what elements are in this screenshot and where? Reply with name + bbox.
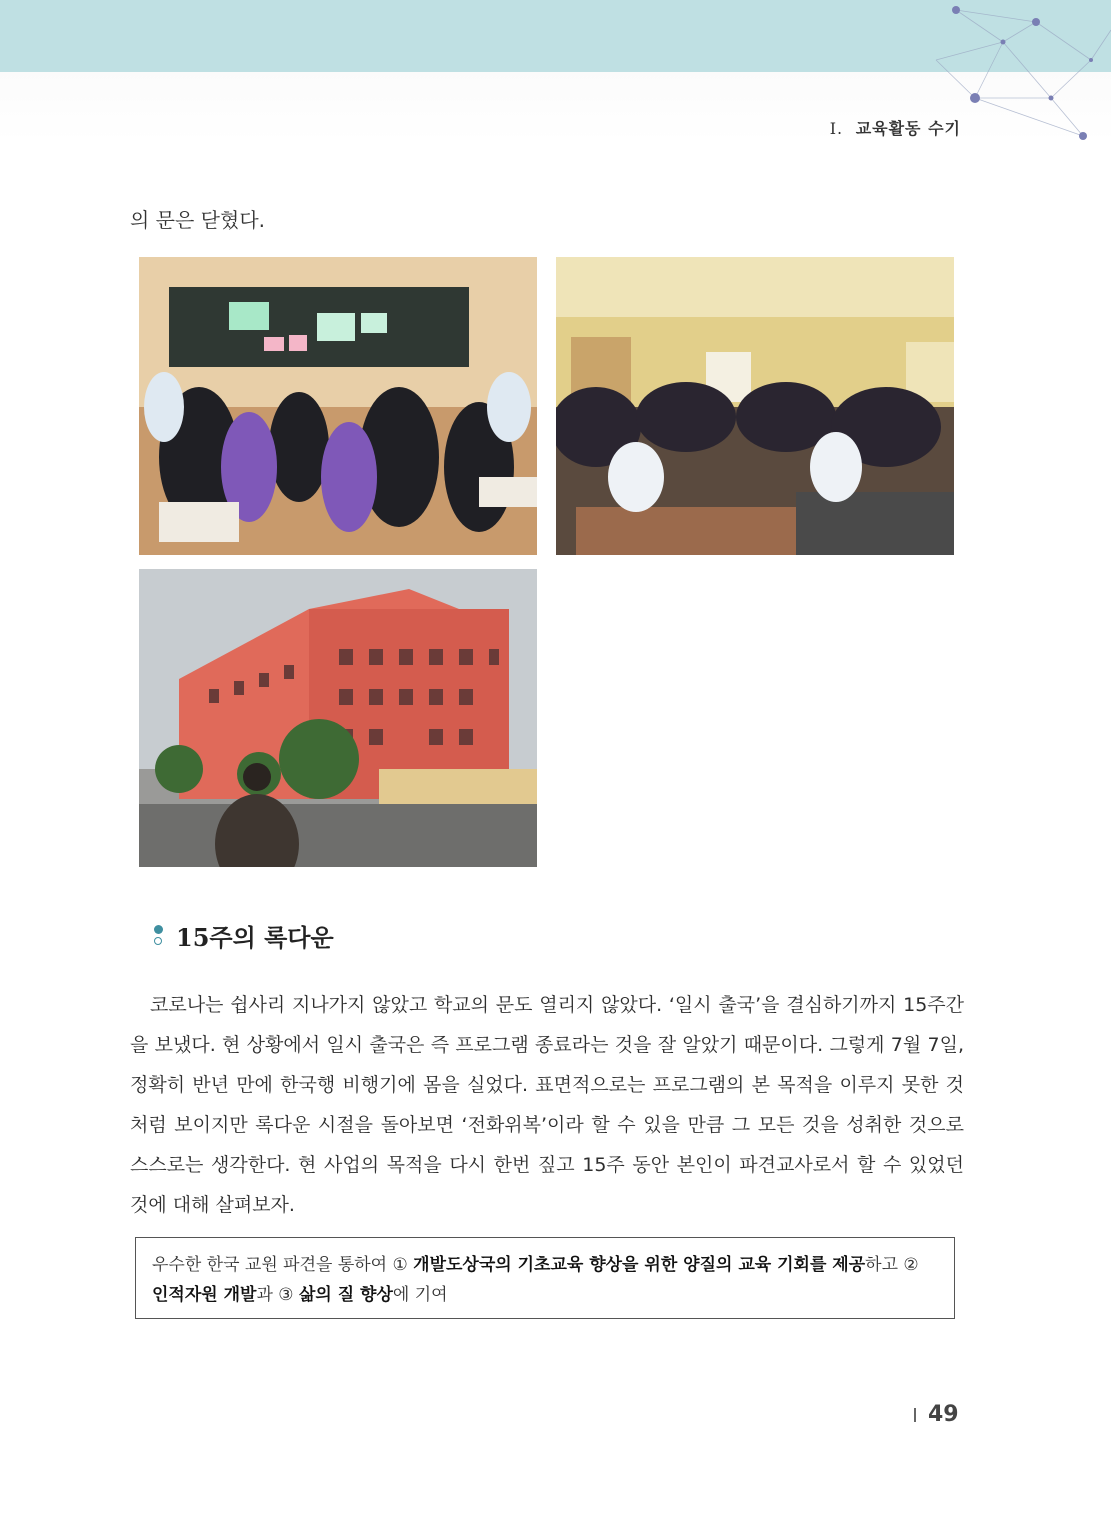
page-number-divider <box>914 1408 916 1422</box>
body-paragraph: 코로나는 쉽사리 지나가지 않았고 학교의 문도 열리지 않았다. ‘일시 출국’을 결심하기까지 15주간을 보냈다. 현 상황에서 일시 출국은 즉 프로그램 종료라는 것을 잘 알았기 때문이다. 그렇게 7월 7일, 정확히 반년 만에 한국행 비행기에 몸을 실었다. 표면적으로는 프로그램의 본 목적을 이루지 못한 것처럼 보이지만 록다운 시절을 돌아보면 ‘전화위복’이라 할 수 있을 만큼 그 모든 것을 성취한 것으로 스스로는 생각한다. 현 사업의 목적을 다시 한번 짚고 15주 동안 본인이 파견교사로서 할 수 있었던 것에 대해 살펴보자. <box>130 994 964 1216</box>
classroom-students-photo <box>556 257 954 555</box>
box-text-4: 에 기여 <box>392 1285 448 1305</box>
body-paragraph-block <box>130 985 964 1225</box>
page-number <box>914 1402 959 1427</box>
classroom-blackboard-photo <box>139 257 537 555</box>
box-text-1: 우수한 한국 교원 파견을 통하여 ① <box>152 1255 414 1275</box>
page-number-text: 49 <box>928 1402 959 1427</box>
section-header <box>830 116 961 139</box>
box-text-3: 과 ③ <box>256 1285 299 1305</box>
box-bold-2: 인적자원 개발 <box>152 1285 257 1305</box>
pink-school-building-photo <box>139 569 537 867</box>
purpose-box <box>135 1237 955 1319</box>
subheading-text: 15주의 록다운 <box>176 923 334 952</box>
box-text-2: 하고 ② <box>865 1255 919 1275</box>
subheading <box>152 918 334 953</box>
section-title: 교육활동 수기 <box>855 119 961 138</box>
intro-line: 의 문은 닫혔다. <box>130 208 265 232</box>
bullet-icon <box>152 923 166 949</box>
box-bold-1: 개발도상국의 기초교육 향상을 위한 양질의 교육 기회를 제공 <box>413 1255 866 1275</box>
section-roman-numeral: I. <box>829 119 844 138</box>
box-bold-3: 삶의 질 향상 <box>298 1285 393 1305</box>
